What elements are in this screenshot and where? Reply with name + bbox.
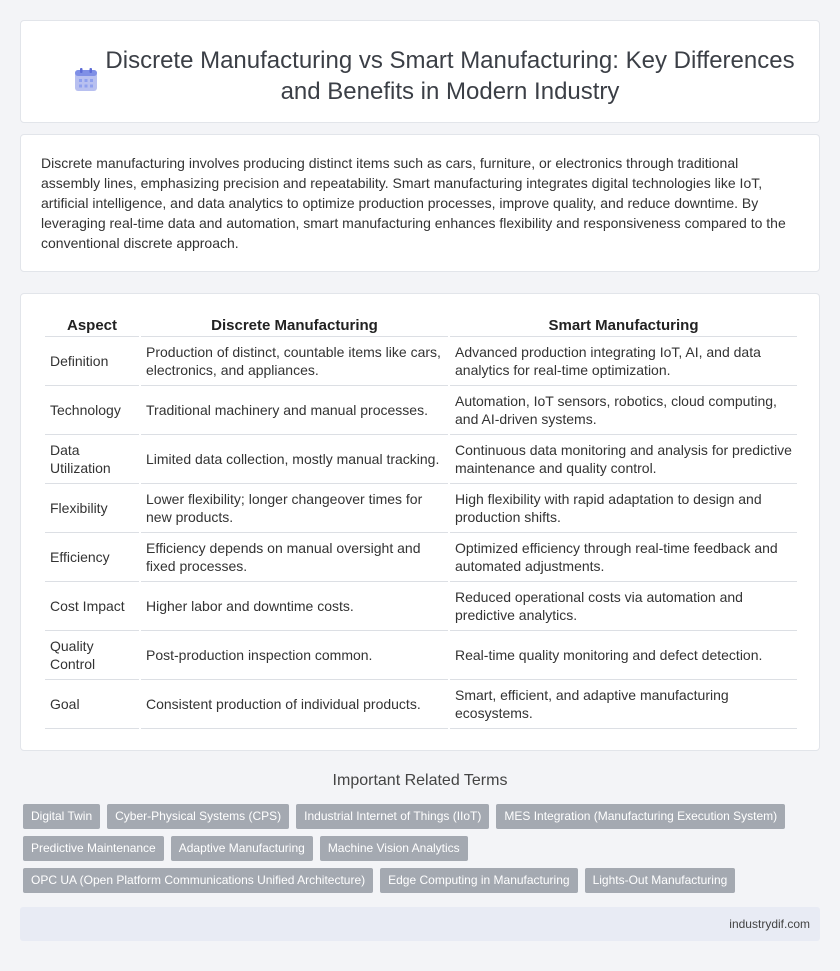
row-discrete: Efficiency depends on manual oversight and fixed processes.	[141, 533, 448, 582]
calendar-icon	[73, 67, 99, 93]
tag-cps[interactable]: Cyber-Physical Systems (CPS)	[107, 804, 289, 829]
tag-adaptive-manufacturing[interactable]: Adaptive Manufacturing	[171, 836, 313, 861]
row-discrete: Higher labor and downtime costs.	[141, 582, 448, 631]
row-smart: Real-time quality monitoring and defect detection.	[450, 631, 797, 680]
row-smart: Advanced production integrating IoT, AI, and data analytics for real-time optimization.	[450, 337, 797, 386]
table-row	[45, 582, 797, 631]
intro-card	[20, 134, 820, 272]
tag-predictive-maintenance[interactable]: Predictive Maintenance	[23, 836, 164, 861]
comparison-table	[43, 308, 799, 729]
row-aspect: Definition	[45, 337, 139, 386]
row-discrete: Traditional machinery and manual processes.	[141, 386, 448, 435]
footer	[20, 907, 820, 941]
table-row	[45, 484, 797, 533]
tag-edge-computing[interactable]: Edge Computing in Manufacturing	[380, 868, 577, 893]
header-aspect: Aspect	[45, 308, 139, 337]
row-discrete: Post-production inspection common.	[141, 631, 448, 680]
page-title-line-1: Discrete Manufacturing vs Smart Manufacturing: Key Differences	[105, 47, 795, 74]
row-aspect: Flexibility	[45, 484, 139, 533]
row-aspect: Quality Control	[45, 631, 139, 680]
comparison-card	[20, 293, 820, 751]
tag-machine-vision[interactable]: Machine Vision Analytics	[320, 836, 468, 861]
header-smart: Smart Manufacturing	[450, 308, 797, 337]
tag-mes-integration[interactable]: MES Integration (Manufacturing Execution System)	[496, 804, 785, 829]
title-card	[20, 20, 820, 123]
table-row	[45, 337, 797, 386]
tag-opc-ua[interactable]: OPC UA (Open Platform Communications Unified Architecture)	[23, 868, 373, 893]
table-row	[45, 680, 797, 729]
related-terms-title: Important Related Terms	[332, 772, 508, 789]
table-header-row	[45, 308, 797, 337]
row-smart: Continuous data monitoring and analysis for predictive maintenance and quality control.	[450, 435, 797, 484]
row-discrete: Lower flexibility; longer changeover times for new products.	[141, 484, 448, 533]
tag-iiot[interactable]: Industrial Internet of Things (IIoT)	[296, 804, 489, 829]
tag-lights-out[interactable]: Lights-Out Manufacturing	[585, 868, 736, 893]
table-row	[45, 631, 797, 680]
table-row	[45, 533, 797, 582]
row-discrete: Limited data collection, mostly manual tracking.	[141, 435, 448, 484]
row-aspect: Data Utilization	[45, 435, 139, 484]
page-title	[101, 45, 799, 107]
row-aspect: Goal	[45, 680, 139, 729]
row-discrete: Production of distinct, countable items like cars, electronics, and appliances.	[141, 337, 448, 386]
row-aspect: Cost Impact	[45, 582, 139, 631]
tag-digital-twin[interactable]: Digital Twin	[23, 804, 100, 829]
table-row	[45, 386, 797, 435]
row-smart: Automation, IoT sensors, robotics, cloud computing, and AI-driven systems.	[450, 386, 797, 435]
row-smart: Optimized efficiency through real-time feedback and automated adjustments.	[450, 533, 797, 582]
table-row	[45, 435, 797, 484]
footer-site-link[interactable]: industrydif.com	[729, 917, 810, 931]
intro-paragraph: Discrete manufacturing involves producing distinct items such as cars, furniture, or electronics through traditional assembly lines, emphasizing precision and repeatability. Smart manufacturing integrates digital technologies like IoT, artificial intelligence, and data analytics to optimize production processes, improve quality, and reduce downtime. By leveraging real-time data and automation, smart manufacturing enhances flexibility and responsiveness compared to the conventional discrete approach.	[41, 155, 786, 251]
row-aspect: Efficiency	[45, 533, 139, 582]
related-terms-list	[23, 804, 803, 900]
row-discrete: Consistent production of individual products.	[141, 680, 448, 729]
row-smart: Smart, efficient, and adaptive manufacturing ecosystems.	[450, 680, 797, 729]
row-smart: High flexibility with rapid adaptation to design and production shifts.	[450, 484, 797, 533]
page-title-line-2: and Benefits in Modern Industry	[280, 78, 620, 105]
header-discrete: Discrete Manufacturing	[141, 308, 448, 337]
row-smart: Reduced operational costs via automation and predictive analytics.	[450, 582, 797, 631]
row-aspect: Technology	[45, 386, 139, 435]
